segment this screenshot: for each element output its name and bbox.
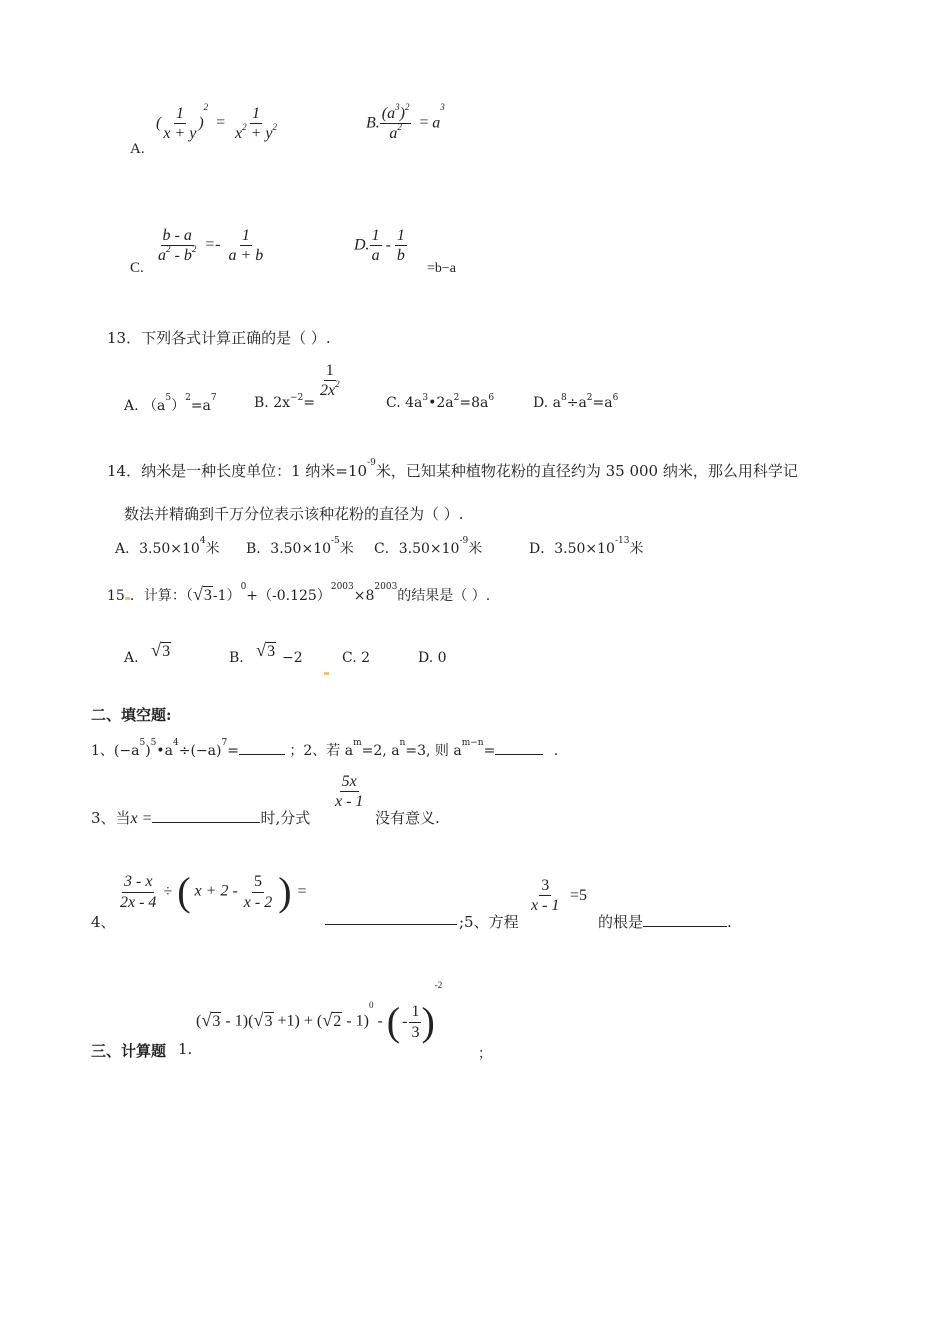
q14-option-b: B．$3.50\times 10^{-5}$米 [246, 536, 354, 557]
q12-option-c-expr: $\frac{b - a}{a^2 - b^2}$ =- $\frac{1}{a + b}$ [158, 227, 264, 265]
q14-option-c: C．$3.50\times 10^{-9}$米 [374, 536, 483, 557]
section2-title: 二、填空题: [91, 706, 172, 724]
q13-option-b-fraction: $\frac{1}{2x^2}$ [320, 362, 340, 400]
sqrt-3: √ 3 [192, 584, 212, 605]
section3-item-number: 1. [178, 1040, 193, 1058]
answer-blank[interactable] [643, 926, 727, 927]
edit-marker [324, 660, 329, 679]
q14-option-a: A．$3.50\times 10^4$米 [115, 536, 220, 557]
q15-stem: 15 ．计算：（ √ 3 $-1)^0+(-0.125)^{2003}\times 8^{2003}$的结果是（ ）. [107, 582, 491, 605]
q13-stem: 13．下列各式计算正确的是（ ）. [107, 329, 331, 347]
q12-option-d-label: D. [354, 236, 370, 254]
answer-blank[interactable] [239, 754, 285, 755]
fill-q5-fraction: $\frac{3}{x - 1}$ [531, 877, 560, 915]
q15-option-a-sqrt: √ 3 [151, 640, 171, 661]
q13-option-c: C. $4a^3•2a^2=8a^6$ [386, 393, 495, 411]
answer-blank[interactable] [495, 754, 543, 755]
q12-option-d-expr: D. $\frac{1}{a}$ - $\frac{1}{b}$ [354, 227, 405, 265]
q12-option-b-expr: B. $\frac{(a^3)^2}{a^2}$ = $a^3$ [366, 102, 445, 143]
fill-q5-eq: =5 [570, 887, 588, 904]
q15-option-d: D. 0 [418, 650, 447, 666]
section3-title: 三、计算题 [91, 1042, 167, 1060]
q12-option-d-tail: =b−a [427, 261, 457, 276]
fill-q5-tail: 的根是 . [598, 913, 732, 931]
fill-q3-fraction: $\frac{5x}{x - 1}$ [335, 773, 364, 811]
q13-option-d: D. $a^8\div a^2=a^6$ [533, 393, 619, 411]
q15-option-a-label: A. [124, 650, 139, 666]
q13-option-a: A. $(a^5)^2=a^7$ [124, 393, 217, 414]
q15-option-c: C. 2 [342, 650, 371, 666]
q15-option-b-label: B. [229, 650, 244, 666]
fill-q4-label: 4、 [91, 913, 116, 931]
q15-option-b-sqrt: √ 3 [256, 640, 276, 661]
q12-option-b-label: B. [366, 114, 380, 132]
q14-stem-line2: 数法并精确到千万分位表示该种花粉的直径为（ ）. [124, 505, 464, 523]
fill-q1-q2: 1、$(-a^5)^5•a^4\div(-a)^7=$ ；2、若 $a^m=2$, $a^n=3$, 则 $a^{m-n}=$ . [91, 738, 559, 759]
q12-option-a-label: A. [130, 141, 145, 157]
section3-expr: ( √ 3 - 1)( √ 3 +1) + ( √ 2 - 1)$^0$ - ( - $\frac{1}{3}$ )$^{-2}$ [196, 980, 443, 1044]
q12-option-c-label: C. [130, 260, 144, 276]
fill-q4-answer [325, 911, 457, 929]
q13-option-b: B. $2x^{-2}=$ [254, 393, 316, 411]
answer-blank[interactable] [152, 822, 260, 823]
section3-tail: ； [478, 1046, 492, 1062]
fill-q5-prefix: ;5、方程 [459, 913, 519, 931]
fill-q3-tail: 没有意义. [375, 809, 440, 827]
fill-q4-expr: $\frac{3 - x}{2x - 4}$ ÷ ( x + 2 - $\frac{5}{x - 2}$ ) = [120, 869, 307, 914]
fill-q3: 3、当x = 时,分式 [91, 809, 311, 827]
q12-option-a-expr: ( $\frac{1}{x + y}$ )$^2$ = $\frac{1}{x^2 + y^2}$ [156, 102, 277, 143]
q14-stem-line1: 14．纳米是一种长度单位：1 纳米$=10^{-9}$米，已知某种植物花粉的直径约为 35 000 纳米，那么用科学记 [107, 458, 798, 480]
q15-option-b-tail: −2 [282, 650, 303, 666]
answer-blank[interactable] [325, 924, 457, 925]
q14-option-d: D．$3.50\times 10^{-13}$米 [529, 536, 644, 557]
